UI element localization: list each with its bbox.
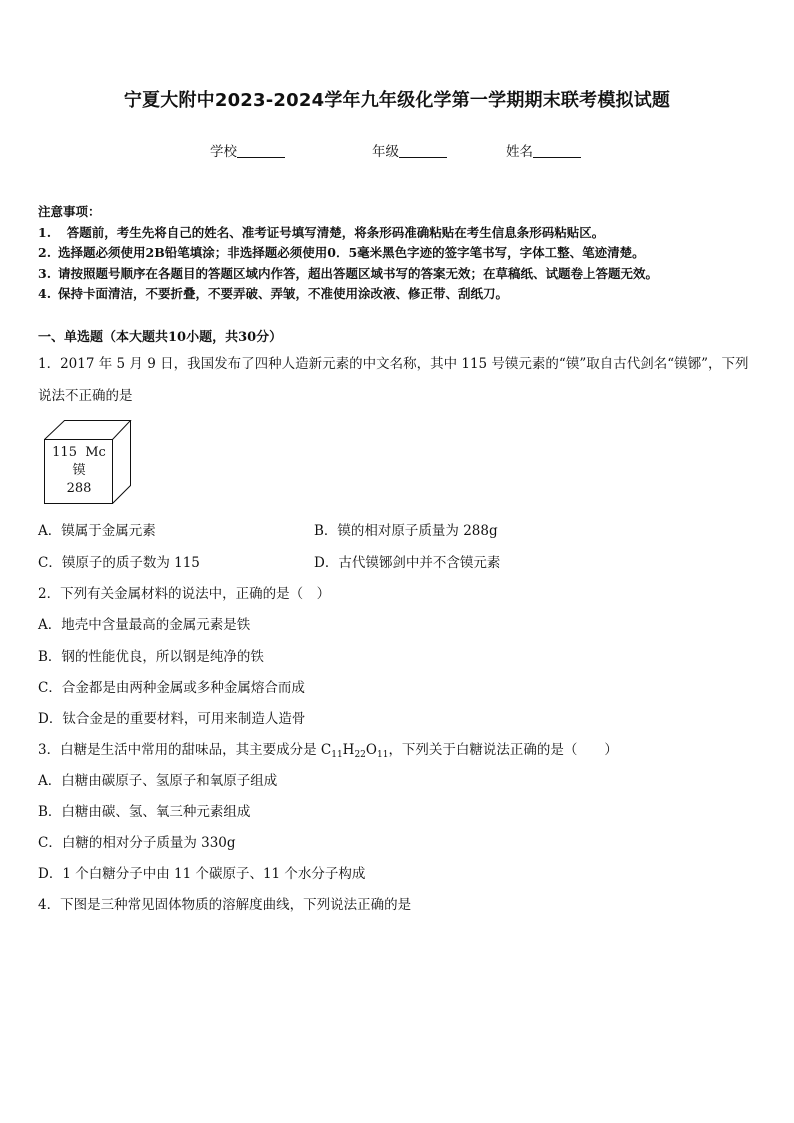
- school-field[interactable]: [210, 140, 285, 160]
- question-4-stem: 4．下图是三种常见固体物质的溶解度曲线，下列说法正确的是: [38, 897, 412, 913]
- notice-item-text: 答题前，考生先将自己的姓名、准考证号填写清楚，将条形码准确粘贴在考生信息条形码粘贴区。: [58, 224, 605, 240]
- notice-item-number: 1.: [38, 224, 52, 240]
- notice-item-number: 4.: [38, 286, 52, 302]
- notice-item-text: 选择题必须使用2B铅笔填涂；非选择题必须使用0．5毫米黑色字迹的签字笔书写，字体工整、笔迹清楚。: [58, 245, 645, 261]
- school-blank[interactable]: [237, 143, 285, 158]
- notice-item: [38, 264, 758, 285]
- q3-option-a[interactable]: A．白糖由碳原子、氢原子和氧原子组成: [38, 773, 278, 789]
- page-title: 宁夏大附中2023-2024学年九年级化学第一学期期末联考模拟试题: [123, 90, 671, 111]
- q2-option-a[interactable]: A．地壳中含量最高的金属元素是铁: [38, 617, 251, 633]
- school-label: 学校: [210, 144, 237, 160]
- q3-option-b[interactable]: B．白糖由碳、氢、氧三种元素组成: [38, 804, 251, 820]
- q3-option-d[interactable]: D．1 个白糖分子中由 11 个碳原子、11 个水分子构成: [38, 866, 366, 882]
- element-number-symbol: [45, 444, 113, 462]
- q3-h-subscript: 22: [354, 750, 366, 760]
- notice-item-text: 保持卡面清洁，不要折叠，不要弄破、弄皱，不准使用涂改液、修正带、刮纸刀。: [58, 286, 509, 302]
- element-name: 镆: [72, 463, 86, 478]
- notice-item: [38, 284, 758, 305]
- question-2-stem: 2．下列有关金属材料的说法中，正确的是（ ）: [38, 586, 331, 602]
- element-card-text: [45, 444, 113, 498]
- q2-option-d[interactable]: D．钛合金是的重要材料，可用来制造人造骨: [38, 711, 306, 727]
- notice-item-text: 请按照题号顺序在各题目的答题区域内作答，超出答题区域书写的答案无效；在草稿纸、试题卷上答题无效。: [58, 265, 659, 281]
- q3-option-c[interactable]: C．白糖的相对分子质量为 330g: [38, 835, 236, 851]
- notice-item-number: 3.: [38, 265, 52, 281]
- element-atomic-number: 115: [52, 445, 77, 460]
- question-1-stem-line1: 1．2017 年 5 月 9 日，我国发布了四种人造新元素的中文名称，其中 115 号镆元素的“镆”取自古代剑名“镆铘”，下列: [38, 356, 749, 372]
- element-symbol: Mc: [85, 445, 106, 460]
- student-info-row: [0, 140, 794, 160]
- name-label: 姓名: [506, 144, 533, 160]
- q3-o-subscript: 11: [376, 750, 389, 760]
- notice-item: [38, 243, 758, 264]
- q3-o: O: [365, 742, 377, 758]
- q1-option-c[interactable]: C．镆原子的质子数为 115: [38, 555, 200, 571]
- question-1-stem-line2: 说法不正确的是: [38, 388, 133, 404]
- q1-option-b[interactable]: B．镆的相对原子质量为 288g: [314, 523, 498, 539]
- q1-option-d[interactable]: D．古代镆铘剑中并不含镆元素: [314, 555, 501, 571]
- name-field[interactable]: [506, 140, 581, 160]
- q3-c-subscript: 11: [331, 750, 343, 760]
- question-3-stem: [38, 738, 618, 758]
- q2-option-c[interactable]: C．合金都是由两种金属或多种金属熔合而成: [38, 680, 305, 696]
- notice-heading: 注意事项：: [38, 204, 101, 219]
- grade-field[interactable]: [372, 140, 447, 160]
- notice-block: [38, 202, 758, 305]
- notice-item-number: 2.: [38, 245, 52, 261]
- q2-option-b[interactable]: B．钢的性能优良，所以钢是纯净的铁: [38, 649, 264, 665]
- q3-h: H: [342, 742, 355, 758]
- element-card-figure: [42, 418, 134, 506]
- grade-blank[interactable]: [399, 143, 447, 158]
- element-mass: 288: [66, 481, 92, 496]
- notice-item: [38, 223, 758, 244]
- section-title: 一、单选题（本大题共10小题，共30分）: [38, 330, 283, 345]
- q3-stem-post: ，下列关于白糖说法正确的是（ ）: [388, 742, 618, 758]
- grade-label: 年级: [372, 144, 399, 160]
- name-blank[interactable]: [533, 143, 581, 158]
- q3-stem-pre: 3．白糖是生活中常用的甜味品，其主要成分是 C: [38, 742, 332, 758]
- q1-option-a[interactable]: A．镆属于金属元素: [38, 523, 156, 539]
